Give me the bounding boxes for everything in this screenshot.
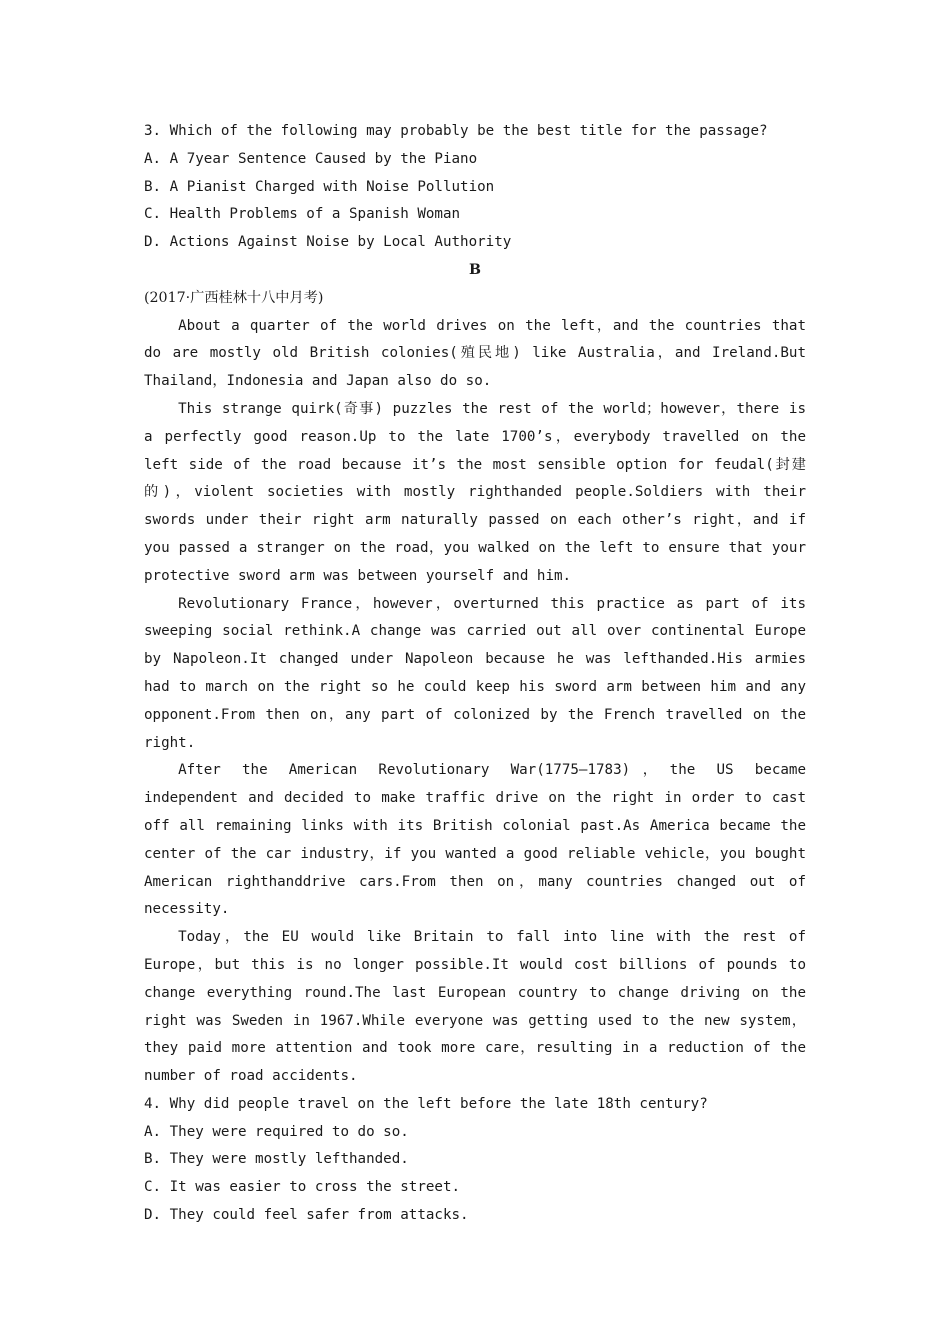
question-4-option-c: C. It was easier to cross the street. [144,1179,461,1196]
question-4-stem: 4. Why did people travel on the left before the late 18th century? [144,1095,708,1112]
section-source: (2017·广西桂林十八中月考) [144,289,324,306]
question-4-option-a: A. They were required to do so. [144,1123,409,1140]
question-3-option-d: D. Actions Against Noise by Local Authority [144,234,512,251]
question-4-option-b: B. They were mostly lefthanded. [144,1151,409,1168]
document-page [144,118,806,1230]
question-4-option-d: D. They could feel safer from attacks. [144,1207,469,1224]
passage-paragraph-1: About a quarter of the world drives on the left，and the countries that do are mostly old British colonies(殖民地) like Australia，and Ireland.But Thailand，Indonesia and Japan also do so. [144,317,806,390]
passage [144,313,806,1091]
passage-paragraph-5: Today，the EU would like Britain to fall into line with the rest of Europe，but this is no longer possible.It would cost billions of pounds to change everything round.The last European country to change driving on the right was Sweden in 1967.While everyone was getting used to the new system，they paid more attention and took more care，resulting in a reduction of the number of road accidents. [144,929,806,1085]
question-4 [144,1091,806,1230]
passage-paragraph-4: After the American Revolutionary War(1775—1783)，the US became independent and decided to make traffic drive on the right in order to cast off all remaining links with its British colonial past.As America became the center of the car industry，if you wanted a good reliable vehicle，you bought American righthanddrive cars.From then on，many countries changed out of necessity. [144,762,806,918]
question-3-stem: 3. Which of the following may probably be the best title for the passage? [144,123,768,139]
passage-paragraph-3: Revolutionary France，however，overturned this practice as part of its sweeping social rethink.A change was carried out all over continental Europe by Napoleon.It changed under Napoleon because he was lefthanded.His armies had to march on the right so he could keep his sword arm between him and any opponent.From then on，any part of colonized by the French travelled on the right. [144,595,806,751]
question-3-option-b: B. A Pianist Charged with Noise Pollution [144,178,495,195]
section-letter: B [469,261,481,278]
question-3-option-c: C. Health Problems of a Spanish Woman [144,206,461,223]
passage-paragraph-2: This strange quirk(奇事) puzzles the rest of the world；however，there is a perfectly good reason.Up to the late 1700’s，everybody travelled on the left side of the road because it’s the most sensible option for feudal(封建的)，violent societies with mostly righthanded people.Soldiers with their swords under their right arm naturally passed on each other’s right，and if you passed a stranger on the road，you walked on the left to ensure that your protective sword arm was between yourself and him. [144,400,806,584]
question-3-option-a: A. A 7year Sentence Caused by the Piano [144,150,478,167]
question-3 [144,118,806,257]
